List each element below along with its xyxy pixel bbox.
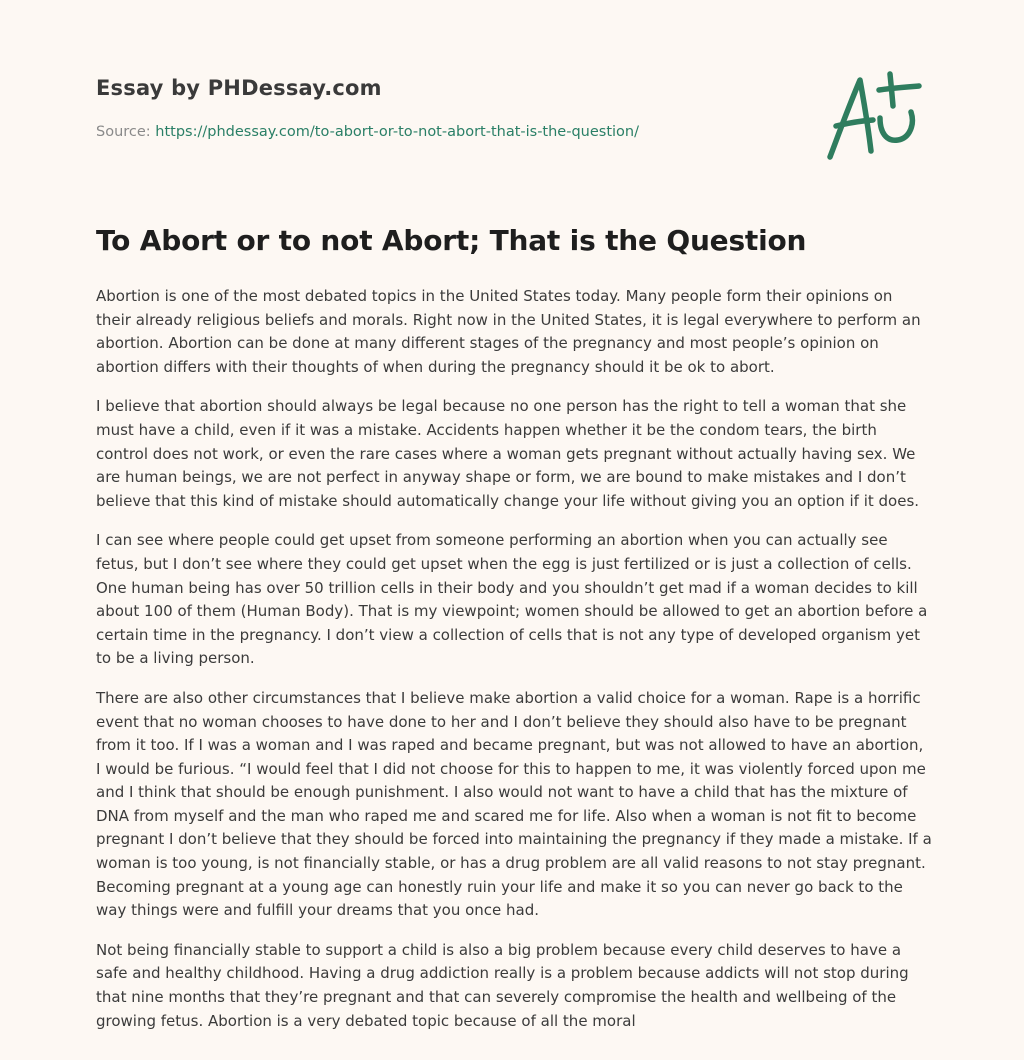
a-plus-logo-icon — [818, 66, 928, 166]
essay-paragraph: Not being financially stable to support a child is also a big problem because every child deserves to have a safe and healthy childhood. Having a drug addiction really is a problem because addicts will not stop during that nine months that they’re pregnant and that can severely compromise the health and wellbeing of the growing fetus. Abortion is a very debated topic because of all the moral — [96, 940, 909, 1030]
essay-paragraph: I believe that abortion should always be legal because no one person has the right to tell a woman that she must have a child, even if it was a mistake. Accidents happen whether it be the condom tears, the birth control does not work, or even the rare cases where a woman gets pregnant without actually having sex. We are human beings, we are not perfect in anyway shape or form, we are bound to make mistakes and I don’t believe that this kind of mistake should automatically change your life without giving you an option if it does. — [96, 397, 920, 510]
source-link[interactable]: https://phdessay.com/to-abort-or-to-not-abort-that-is-the-question/ — [155, 124, 639, 140]
essay-paragraph: I can see where people could get upset from someone performing an abortion when you can actually see fetus, but I don’t see where they could get upset when the egg is just fertilized or is just a collection of cells. One human being has over 50 trillion cells in their body and you shouldn’t get mad if a woman decides to kill about 100 of them (Human Body). That is my viewpoint; women should be allowed to get an abortion before a certain time in the pregnancy. I don’t view a collection of cells that is not any type of developed organism yet to be a living person. — [96, 531, 928, 668]
essay-title: To Abort or to not Abort; That is the Question — [96, 224, 807, 257]
essay-paragraph: There are also other circumstances that I believe make abortion a valid choice for a woman. Rape is a horrific event that no woman chooses to have done to her and I don’t believe they should also have to be pregnant from it too. If I was a woman and I was raped and became pregnant, but was not allowed to have an abortion, I would be furious. “I would feel that I did not choose for this to happen to me, it was violently forced upon me and I think that should be enough punishment. I also would not want to have a child that has the mixture of DNA from myself and the man who raped me and scared me for life. Also when a woman is not fit to become pregnant I don’t believe that they should be forced into maintaining the pregnancy if they made a mistake. If a woman is too young, is not financially stable, or has a drug problem are all valid reasons to not stay pregnant. Becoming pregnant at a young age can honestly ruin your life and make it so you can never go back to the way things were and fulfill your dreams that you once had. — [96, 688, 932, 920]
site-brand: Essay by PHDessay.com — [96, 76, 382, 100]
essay-body — [96, 285, 932, 1049]
source-line — [96, 124, 639, 140]
essay-paragraph: Abortion is one of the most debated topics in the United States today. Many people form their opinions on their already religious beliefs and morals. Right now in the United States, it is legal everywhere to perform an abortion. Abortion can be done at many different stages of the pregnancy and most people’s opinion on abortion differs with their thoughts of when during the pregnancy should it be ok to abort. — [96, 287, 921, 376]
source-label: Source: — [96, 124, 156, 140]
